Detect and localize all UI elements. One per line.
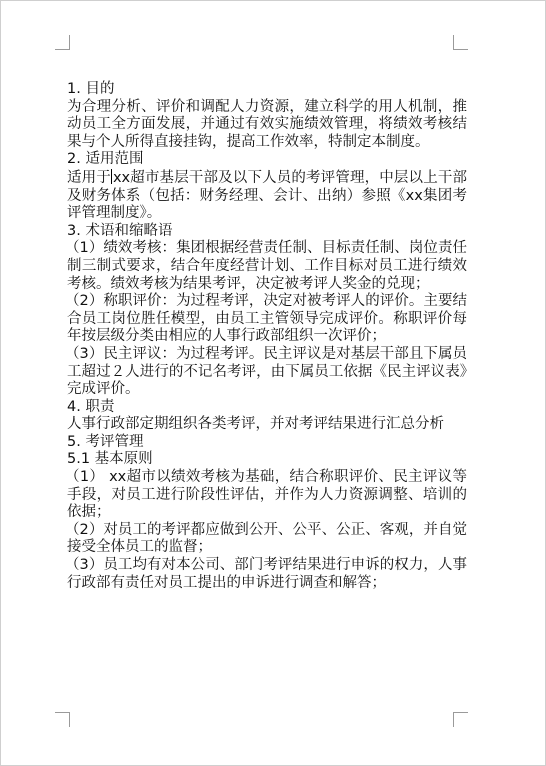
paragraph-principle-2: （2）对员工的考评都应做到公开、公平、公正、客观，并自觉接受全体员工的监督； <box>65 521 467 556</box>
section-heading-scope: 2. 适用范围 <box>67 151 144 168</box>
paragraph-term-2: （2）称职评价：为过程考评，决定对被考评人的评价。主要结合员工岗位胜任模型，由员工主管领导完成评价。称职评价每年按层级分类由相应的人事行政部组织一次评价； <box>65 293 467 345</box>
paragraph-term-1: （1）绩效考核：集团根据经营责任制、目标责任制、岗位责任制三制式要求，结合年度经营计划、工作目标对员工进行绩效考核。绩效考核为结果考评，决定被考评人奖金的兑现； <box>65 240 467 292</box>
paragraph-term-3: （3）民主评议：为过程考评。民主评议是对基层干部且下属员工超过２人进行的不记名考评，由下属员工依据《民主评议表》完成评价。 <box>65 345 467 398</box>
section-heading-management: 5. 考评管理 <box>67 433 144 450</box>
section-heading-terms: 3. 术语和缩略语 <box>67 222 173 239</box>
crop-mark-top-left <box>55 35 70 50</box>
paragraph-scope <box>67 169 467 223</box>
paragraph-purpose: 为合理分析、评价和调配人力资源，建立科学的用人机制，推动员工全方面发展，并通过有效实施绩效管理，将绩效考核结果与个人所得直接挂钩，提高工作效率，特制定本制度。 <box>67 98 467 150</box>
subsection-heading-principles: 5.1 基本原则 <box>67 451 153 468</box>
paragraph-principle-1: （1） xx超市以绩效考核为基础，结合称职评价、民主评议等手段，对员工进行阶段性评估，并作为人力资源调整、培训的依据； <box>65 469 467 521</box>
crop-mark-top-right <box>453 35 468 50</box>
document-body[interactable] <box>67 81 467 592</box>
scope-prefix: 适用于 <box>67 169 111 186</box>
text-cursor <box>111 169 112 184</box>
crop-mark-bottom-left <box>55 712 70 727</box>
scope-text: xx超市基层干部及以下人员的考评管理，中层以上干部及财务体系（包括：财务经理、会计、出纳）参照《xx集团考评管理制度》。 <box>67 169 467 222</box>
paragraph-duties: 人事行政部定期组织各类考评，并对考评结果进行汇总分析 <box>67 416 444 433</box>
paragraph-principle-3: （3）员工均有对本公司、部门考评结果进行申诉的权力，人事行政部有责任对员工提出的申诉进行调查和解答； <box>65 557 467 591</box>
section-heading-purpose: 1. 目的 <box>67 81 115 97</box>
crop-mark-bottom-right <box>453 712 468 727</box>
section-heading-duties: 4. 职责 <box>67 398 115 415</box>
